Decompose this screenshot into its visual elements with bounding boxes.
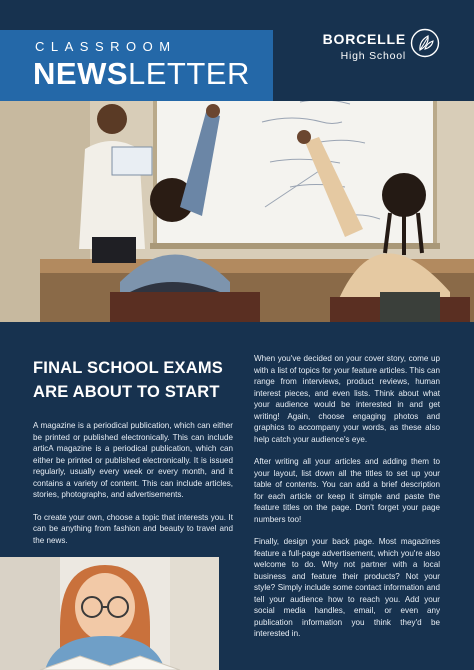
leaf-emblem-icon — [410, 28, 440, 58]
masthead-light: LETTER — [128, 56, 250, 91]
masthead-bold: NEWS — [33, 56, 128, 91]
article-left-column — [33, 356, 233, 546]
headline-line-1: FINAL SCHOOL EXAMS — [33, 359, 224, 377]
school-name: BORCELLE — [322, 31, 406, 47]
right-paragraph-2: After writing all your articles and adding them to your layout, list down all the titles to set up your table of contents. You can add a brief description for each article or keep it simple and paste the feature titles on the page. Don't forget your page numbers too! — [254, 457, 440, 524]
left-paragraph-1: A magazine is a periodical publication, which can either be printed or published electronically. This can include articA magazine is a periodical publication, which can either be printed or published electronically. It is issued regularly, usually every week or every month, and it contains a variety of content. This can include articles, stories, photographs, and advertisements. — [33, 421, 233, 499]
school-subtitle: High School — [340, 50, 406, 62]
header-kicker: CLASSROOM — [35, 39, 177, 54]
headline-line-2: ARE ABOUT TO START — [33, 383, 220, 401]
article-headline — [33, 356, 233, 404]
girl-reading-illustration — [0, 557, 219, 670]
right-paragraph-3: Finally, design your back page. Most magazines feature a full-page advertisement, which you're also welcome to do. Why not partner with a local business and feature their products? Not your style? Simply include some contact information and tell your audience how to reach you. Add your social media handles, email, or even any publication information you think they'd be interested in. — [254, 537, 440, 638]
article-right-column — [254, 353, 440, 640]
right-paragraph-1: When you've decided on your cover story, come up with a list of topics for your feature articles. This can range from interviews, product reviews, human interest pieces, and even lists. Think about what your audience would be interested in and get writing! Again, choose engaging photos and graphics to accompany your words, as these also help catch your audience's eye. — [254, 354, 440, 444]
classroom-photo-illustration — [0, 67, 474, 322]
school-block — [323, 31, 406, 62]
bottom-photo — [0, 557, 219, 670]
left-paragraph-2: To create your own, choose a topic that interests you. It can be anything from fashion and beauty to travel and the news. — [33, 512, 233, 545]
hero-photo — [0, 67, 474, 322]
masthead-title — [33, 56, 250, 92]
